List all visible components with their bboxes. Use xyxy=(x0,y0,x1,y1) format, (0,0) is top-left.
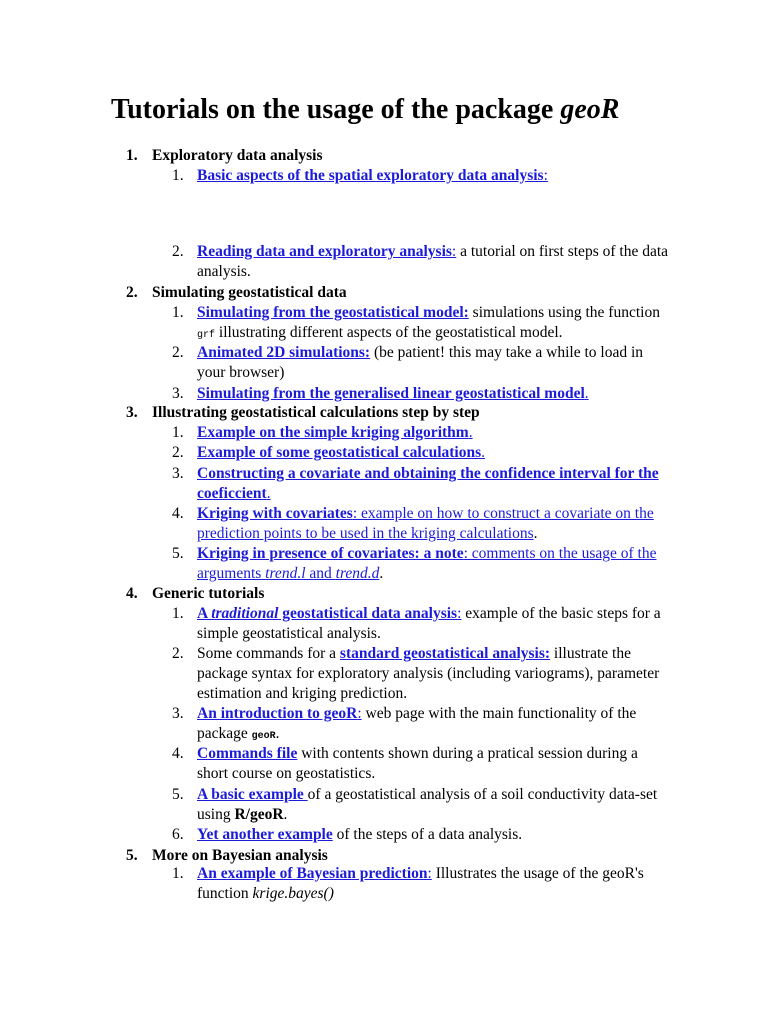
link-introduction-geor[interactable]: An introduction to geoR: xyxy=(197,705,362,722)
section-heading-simulating: 2. Simulating geostatistical data xyxy=(126,284,347,301)
page-title-text: Tutorials on the usage of the package xyxy=(111,94,561,125)
link-simulating-geostat-model[interactable]: Simulating from the geostatistical model: xyxy=(197,304,469,321)
link-simulating-glgm[interactable]: Simulating from the generalised linear geostatistical model. xyxy=(197,385,589,402)
list-item: 2. Some commands for a standard geostatistical analysis: illustrate the package syntax for exploratory analysis (including variograms), parameter estimation and kriging prediction. xyxy=(172,645,660,702)
list-item: 3. Constructing a covariate and obtaining the confidence interval for the coeficcient. xyxy=(172,465,659,502)
link-simple-kriging[interactable]: Example on the simple kriging algorithm. xyxy=(197,424,473,441)
link-traditional-analysis[interactable]: A traditional geostatistical data analysis: xyxy=(197,605,462,622)
list-item: 1. An example of Bayesian prediction: Illustrates the usage of the geoR's function krige.bayes() xyxy=(172,865,644,902)
list-item: 1. Simulating from the geostatistical model: simulations using the function grf illustrating different aspects of the geostatistical model. xyxy=(172,304,660,341)
item-description: a tutorial on first steps of the data analysis. xyxy=(197,243,669,280)
link-constructing-covariate[interactable]: Constructing a covariate and obtaining the confidence interval for the coeficcient. xyxy=(197,465,659,502)
link-reading-data[interactable]: Reading data and exploratory analysis: xyxy=(197,243,457,260)
list-item: 5. A basic example of a geostatistical analysis of a soil conductivity data-set using R/geoR. xyxy=(172,786,658,823)
list-item: 4. Commands file with contents shown during a pratical session during a short course on geostatistics. xyxy=(172,745,638,782)
link-kriging-covariates-note[interactable]: Kriging in presence of covariates: a note: comments on the usage of the arguments trend.l and trend.d xyxy=(197,545,657,582)
list-item: 1. Example on the simple kriging algorithm. xyxy=(172,424,473,441)
link-standard-analysis[interactable]: standard geostatistical analysis: xyxy=(339,645,551,662)
code-grf: grf xyxy=(197,330,216,341)
link-bayesian-prediction[interactable]: An example of Bayesian prediction: xyxy=(197,865,432,882)
link-yet-another-example[interactable]: Yet another example xyxy=(197,826,333,843)
list-item: 6. Yet another example of the steps of a data analysis. xyxy=(172,826,523,843)
list-item: 1. Basic aspects of the spatial exploratory data analysis: xyxy=(172,167,548,184)
section-title: Simulating geostatistical data xyxy=(152,284,347,301)
page-title-package: geoR xyxy=(560,94,620,125)
section-title: Illustrating geostatistical calculations step by step xyxy=(152,404,480,421)
link-basic-example[interactable]: A basic example xyxy=(197,786,308,803)
section-title: Exploratory data analysis xyxy=(152,147,323,164)
link-kriging-with-covariates[interactable]: Kriging with covariates: example on how to construct a covariate on the prediction points to be used in the kriging calculations xyxy=(197,505,654,542)
list-item: 2. Example of some geostatistical calculations. xyxy=(172,444,486,461)
section-title: More on Bayesian analysis xyxy=(152,847,328,864)
list-item: 3. Simulating from the generalised linear geostatistical model. xyxy=(172,385,589,402)
section-heading-illustrating: 3. Illustrating geostatistical calculations step by step xyxy=(126,404,480,421)
link-animated-2d[interactable]: Animated 2D simulations: xyxy=(197,344,371,361)
code-geor: geoR xyxy=(251,731,276,742)
link-basic-aspects[interactable]: Basic aspects of the spatial exploratory data analysis: xyxy=(197,167,548,184)
list-item: 5. Kriging in presence of covariates: a note: comments on the usage of the arguments trend.l and trend.d. xyxy=(172,545,657,582)
page-title xyxy=(111,90,619,130)
list-item: 2. Reading data and exploratory analysis: a tutorial on first steps of the data analysis. xyxy=(172,243,669,280)
link-commands-file[interactable]: Commands file xyxy=(197,745,298,762)
list-item: 1. A traditional geostatistical data analysis: example of the basic steps for a simple geostatistical analysis. xyxy=(172,605,661,642)
section-heading-bayesian: 5. More on Bayesian analysis xyxy=(126,847,328,864)
link-geostat-calculations[interactable]: Example of some geostatistical calculations. xyxy=(197,444,486,461)
section-heading-exploratory: 1. Exploratory data analysis xyxy=(126,147,323,164)
list-item: 4. Kriging with covariates: example on how to construct a covariate on the prediction points to be used in the kriging calculations. xyxy=(172,505,654,542)
section-title: Generic tutorials xyxy=(152,585,265,602)
list-item: 2. Animated 2D simulations: (be patient! this may take a while to load in your browser) xyxy=(172,344,644,381)
section-heading-generic: 4. Generic tutorials xyxy=(126,585,265,602)
list-item: 3. An introduction to geoR: web page with the main functionality of the package geoR. xyxy=(172,705,637,742)
